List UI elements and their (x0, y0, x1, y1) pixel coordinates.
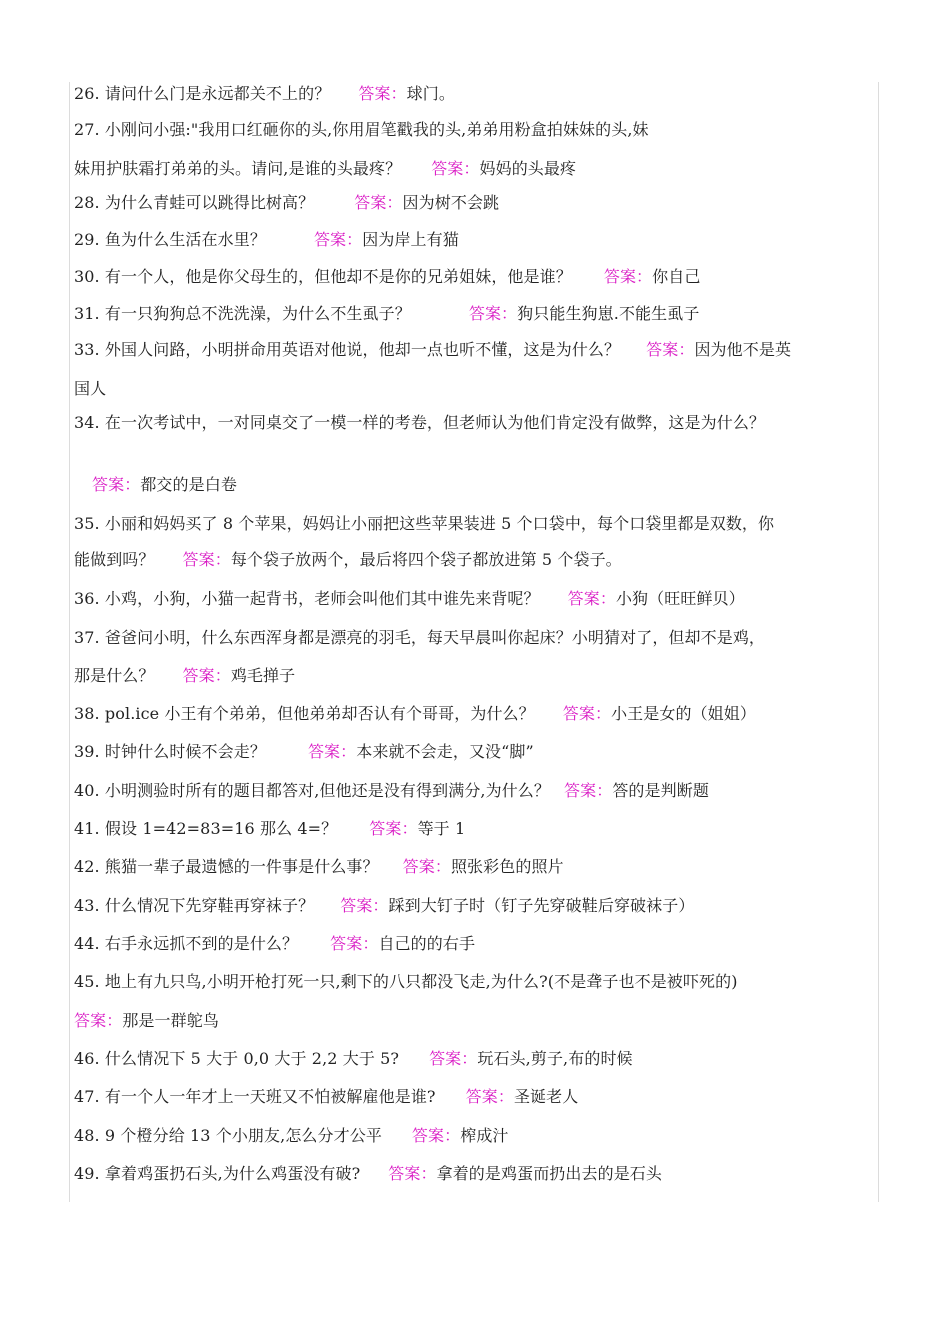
answer-text: 每个袋子放两个，最后将四个袋子都放进第 5 个袋子。 (230, 550, 622, 569)
answer-text: 球门。 (406, 84, 455, 103)
answer-label: 答案： (402, 857, 451, 876)
answer-label: 答案： (603, 267, 653, 286)
riddle-34 (74, 411, 880, 435)
question-text: 国人 (74, 379, 107, 398)
question-text: 48. 9 个橙分给 13 个小朋友,怎么分才公平 (74, 1126, 382, 1145)
question-text: 31. 有一只狗狗总不洗洗澡，为什么不生虱子？ (74, 304, 411, 323)
answer-text: 狗只能生狗崽.不能生虱子 (517, 304, 700, 323)
answer-label: 答案： (562, 704, 612, 723)
riddle-33-line2 (74, 377, 880, 401)
answer-label: 答案： (564, 781, 613, 800)
answer-label: 答案： (340, 896, 389, 915)
answer-label: 答案： (646, 340, 695, 359)
question-text: 35. 小丽和妈妈买了 8 个苹果，妈妈让小丽把这些苹果装进 5 个口袋中，每个口袋里都是双数，你 (74, 514, 775, 533)
answer-text: 拿着的是鸡蛋而扔出去的是石头 (436, 1164, 663, 1183)
riddle-26 (74, 82, 880, 106)
riddle-38 (74, 702, 880, 726)
answer-text: 你自己 (652, 267, 701, 286)
riddle-44 (74, 932, 880, 956)
riddle-27-line2 (74, 157, 880, 181)
riddle-49 (74, 1162, 880, 1186)
answer-label: 答案： (182, 666, 231, 685)
question-text: 39. 时钟什么时候不会走？ (74, 742, 266, 761)
question-text: 36. 小鸡，小狗，小猫一起背书，老师会叫他们其中谁先来背呢？ (74, 589, 540, 608)
riddle-41 (74, 817, 880, 841)
answer-text: 自己的的右手 (378, 934, 476, 953)
answer-label: 答案： (429, 1049, 478, 1068)
riddle-33-line1 (74, 338, 880, 362)
riddle-42 (74, 855, 880, 879)
answer-text: 本来就不会走，又没“脚” (356, 742, 534, 761)
riddle-45-line1 (74, 970, 880, 994)
riddle-29 (74, 228, 880, 252)
answer-label: 答案： (468, 304, 518, 323)
riddle-34-answer (92, 473, 898, 497)
answer-label: 答案： (92, 475, 141, 494)
answer-label: 答案： (388, 1164, 437, 1183)
question-text: 45. 地上有九只鸟,小明开枪打死一只,剩下的八只都没飞走,为什么?(不是聋子也不是被吓死的) (74, 972, 738, 991)
question-text: 28. 为什么青蛙可以跳得比树高？ (74, 193, 315, 212)
riddle-46 (74, 1047, 880, 1071)
question-text: 37. 爸爸问小明，什么东西浑身都是漂亮的羽毛，每天早晨叫你起床？小明猜对了，但却不是鸡， (74, 628, 766, 647)
answer-label: 答案： (431, 159, 480, 178)
riddle-40 (74, 779, 880, 803)
answer-text: 鸡毛掸子 (230, 666, 296, 685)
question-text: 42. 熊猫一辈子最遗憾的一件事是什么事？ (74, 857, 379, 876)
question-text: 47. 有一个人一年才上一天班又不怕被解雇他是谁? (74, 1087, 436, 1106)
answer-text: 圣诞老人 (513, 1087, 579, 1106)
answer-text: 玩石头,剪子,布的时候 (477, 1049, 633, 1068)
answer-label: 答案： (411, 1126, 461, 1145)
answer-text: 因为树不会跳 (402, 193, 500, 212)
answer-text: 妈妈的头最疼 (479, 159, 577, 178)
question-text: 那是什么？ (74, 666, 155, 685)
answer-text: 因为岸上有猫 (362, 230, 459, 249)
riddle-47 (74, 1085, 880, 1109)
riddle-27-line1 (74, 118, 880, 142)
question-text: 27. 小刚问小强:"我用口红砸你的头,你用眉笔戳我的头,弟弟用粉盒拍妹妹的头,妹 (74, 120, 649, 139)
answer-text: 榨成汁 (460, 1126, 509, 1145)
question-text: 29. 鱼为什么生活在水里？ (74, 230, 266, 249)
question-text: 40. 小明测验时所有的题目都答对,但他还是没有得到满分,为什么？ (74, 781, 551, 800)
answer-text: 都交的是白卷 (140, 475, 237, 494)
riddle-48 (74, 1124, 880, 1148)
answer-text: 那是一群鸵鸟 (122, 1011, 219, 1030)
answer-text: 因为他不是英 (694, 340, 792, 359)
answer-label: 答案： (313, 230, 363, 249)
question-text: 34. 在一次考试中，一对同桌交了一模一样的考卷，但老师认为他们肯定没有做弊，这是为什么？ (74, 413, 766, 432)
question-text: 妹用护肤霜打弟弟的头。请问,是谁的头最疼？ (74, 159, 402, 178)
left-margin-rule (69, 82, 70, 1202)
answer-label: 答案： (567, 589, 616, 608)
question-text: 能做到吗？ (74, 550, 155, 569)
answer-label: 答案： (369, 819, 418, 838)
question-text: 43. 什么情况下先穿鞋再穿袜子？ (74, 896, 315, 915)
riddle-28 (74, 191, 880, 215)
question-text: 30. 有一个人，他是你父母生的，但他却不是你的兄弟姐妹，他是谁？ (74, 267, 572, 286)
question-text: 38. pol.ice 小王有个弟弟，但他弟弟却否认有个哥哥，为什么？ (74, 704, 535, 723)
answer-label: 答案： (358, 84, 407, 103)
answer-text: 小狗（旺旺鲜贝） (615, 589, 745, 608)
answer-label: 答案： (74, 1011, 123, 1030)
question-text: 33. 外国人问路，小明拼命用英语对他说，他却一点也听不懂，这是为什么？ (74, 340, 621, 359)
riddle-30 (74, 265, 880, 289)
riddle-45-answer (74, 1009, 880, 1033)
answer-text: 答的是判断题 (612, 781, 709, 800)
question-text: 44. 右手永远抓不到的是什么？ (74, 934, 299, 953)
question-text: 26. 请问什么门是永远都关不上的？ (74, 84, 331, 103)
answer-label: 答案： (465, 1087, 514, 1106)
riddle-43 (74, 894, 880, 918)
answer-text: 等于 1 (417, 819, 466, 838)
riddle-35-line2 (74, 548, 880, 572)
answer-label: 答案： (330, 934, 379, 953)
answer-text: 小王是女的（姐姐） (611, 704, 756, 723)
riddle-35-line1 (74, 512, 880, 536)
answer-label: 答案： (354, 193, 403, 212)
riddle-31 (74, 302, 880, 326)
riddle-39 (74, 740, 880, 764)
riddle-36 (74, 587, 880, 611)
riddle-37-line2 (74, 664, 880, 688)
answer-label: 答案： (307, 742, 357, 761)
answer-label: 答案： (182, 550, 231, 569)
question-text: 41. 假设 1=42=83=16 那么 4=？ (74, 819, 338, 838)
question-text: 46. 什么情况下 5 大于 0,0 大于 2,2 大于 5? (74, 1049, 400, 1068)
riddle-37-line1 (74, 626, 880, 650)
question-text: 49. 拿着鸡蛋扔石头,为什么鸡蛋没有破? (74, 1164, 361, 1183)
answer-text: 照张彩色的照片 (450, 857, 564, 876)
answer-text: 踩到大钉子时（钉子先穿破鞋后穿破袜子） (388, 896, 695, 915)
